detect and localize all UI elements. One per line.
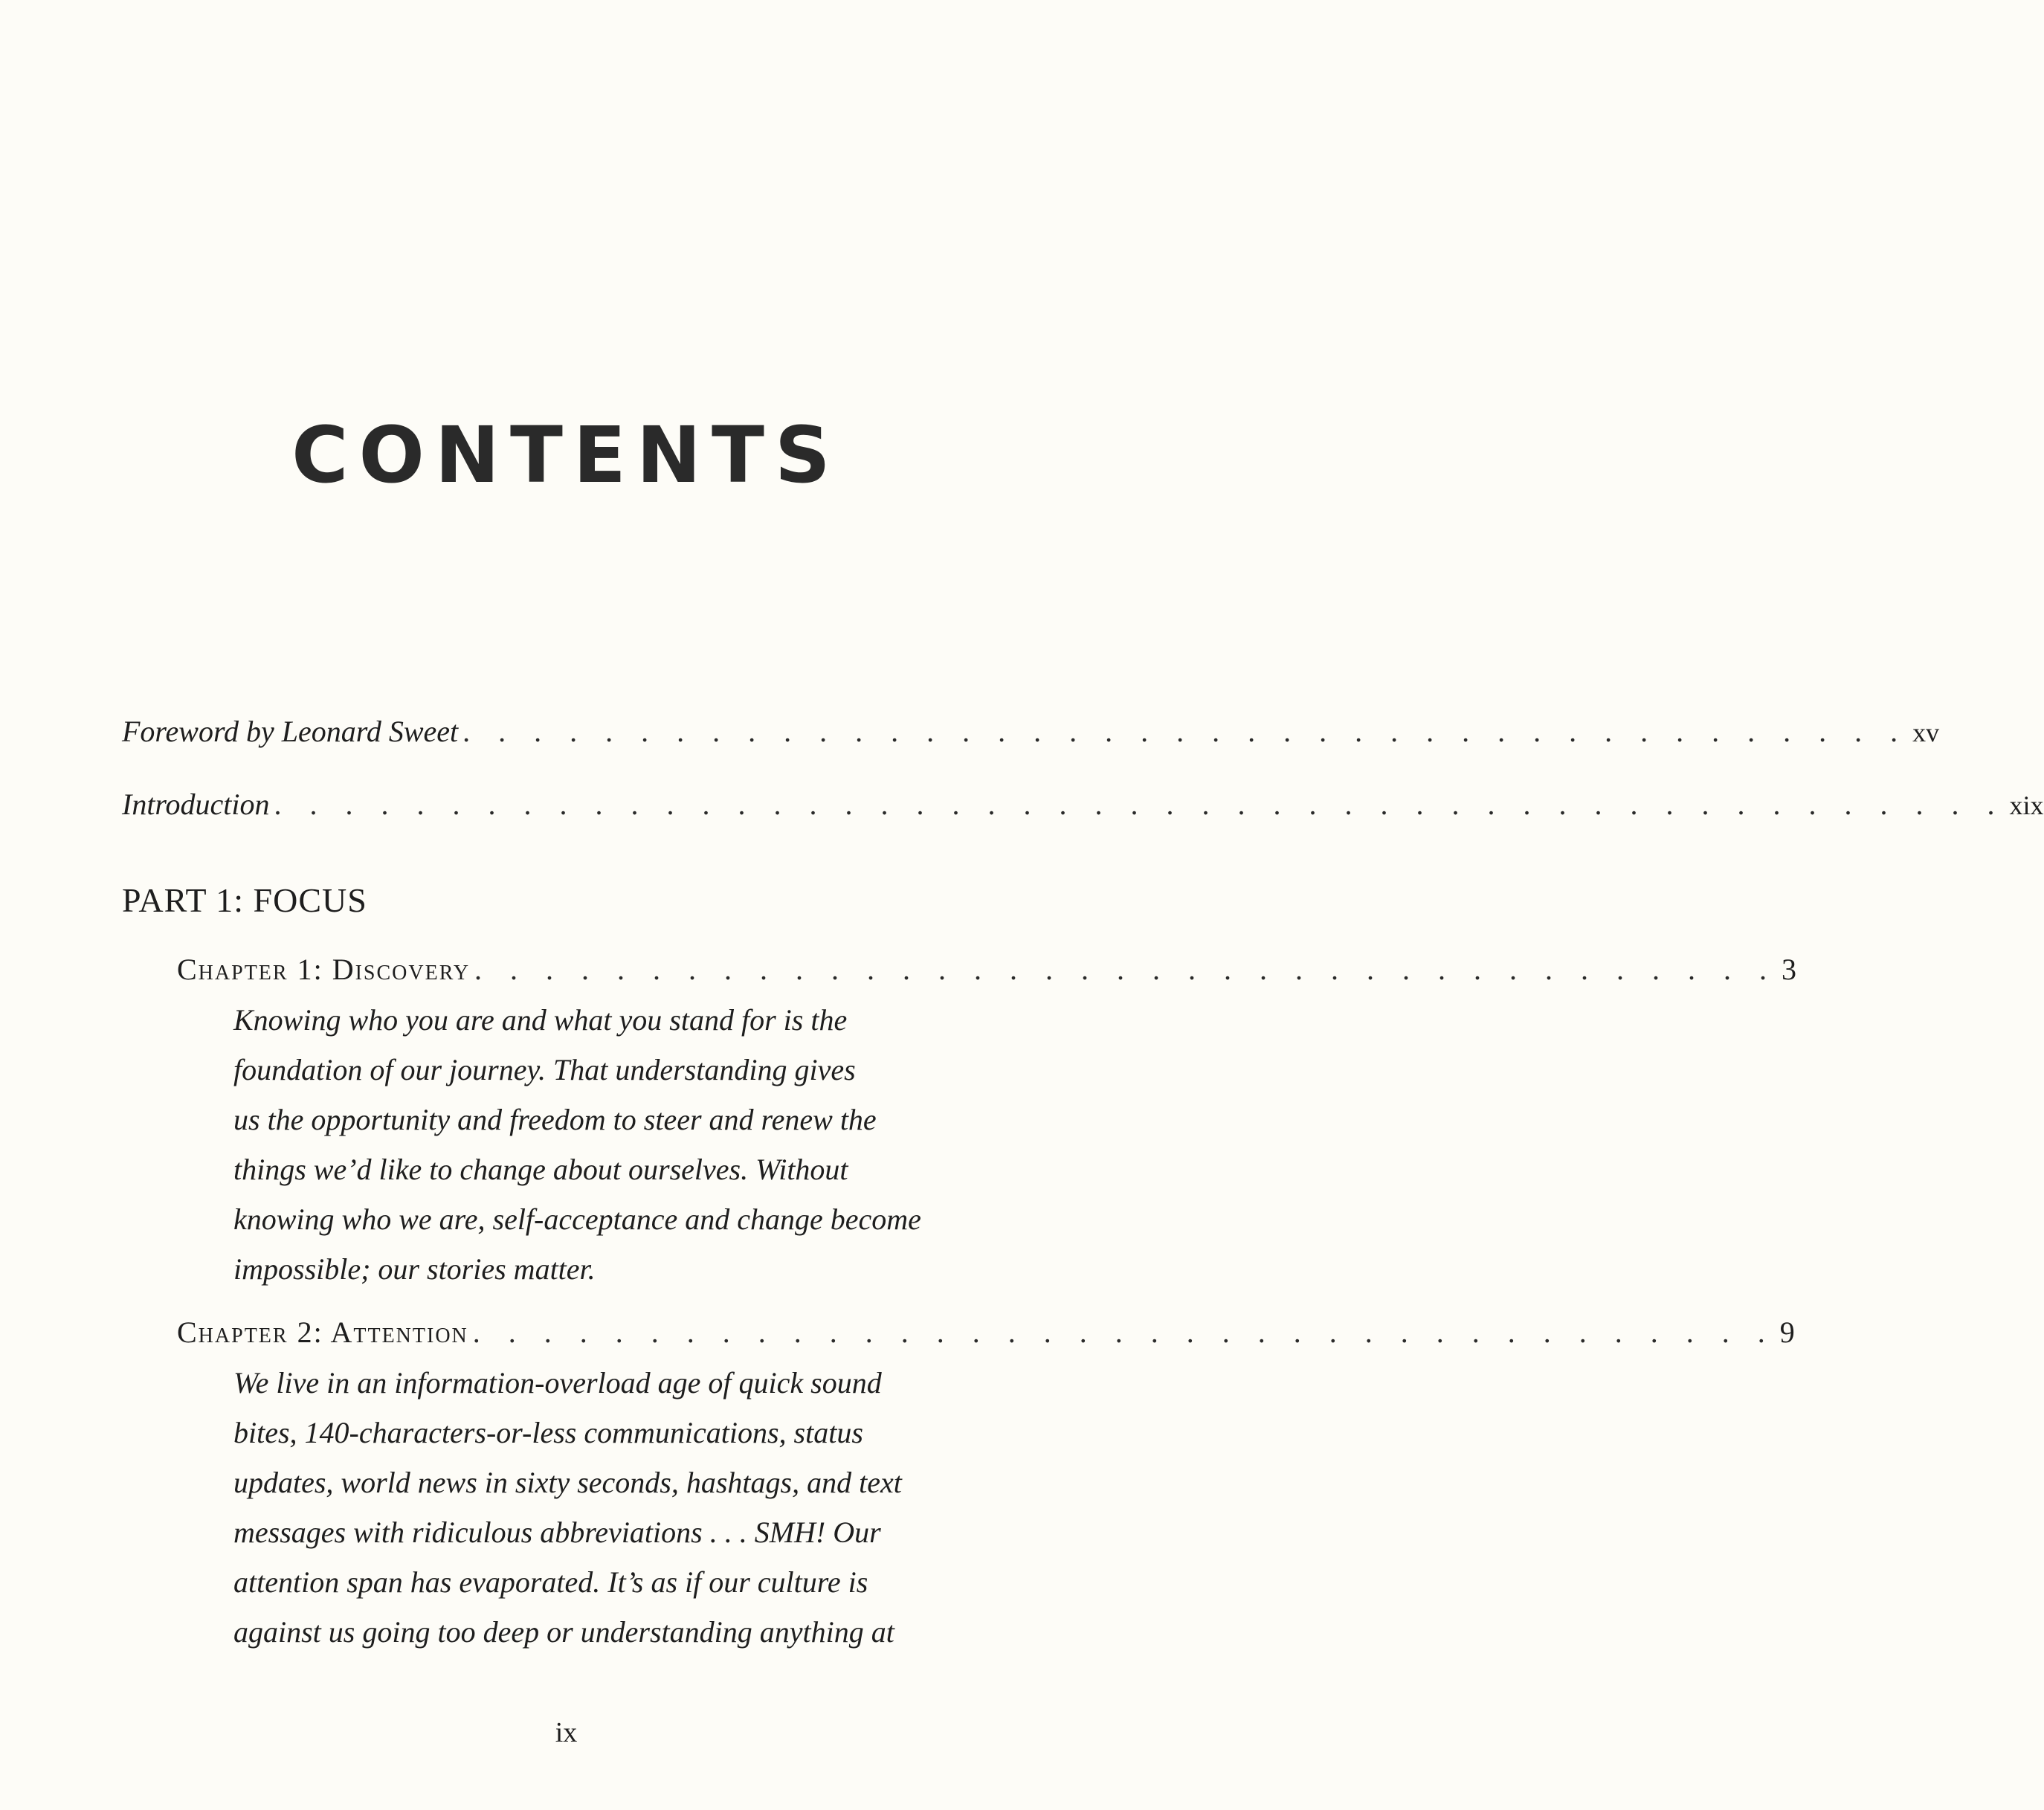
description-line: bites, 140-characters-or-less communications, status xyxy=(233,1416,863,1449)
description-line: things we’d like to change about ourselves. Without xyxy=(233,1153,848,1186)
description-line: messages with ridiculous abbreviations . . . SMH! Our xyxy=(233,1516,881,1549)
description-line: impossible; our stories matter. xyxy=(233,1252,596,1286)
description-line: us the opportunity and freedom to steer and renew the xyxy=(233,1103,877,1136)
toc-entry-label: Introduction xyxy=(122,788,270,821)
chapter-description xyxy=(233,995,1007,1294)
toc-entry-chapter-2[interactable] xyxy=(177,1315,1796,1350)
chapter-description xyxy=(233,1358,1007,1657)
toc-entry-introduction[interactable] xyxy=(122,787,2044,822)
description-line: Knowing who you are and what you stand for is the xyxy=(233,1003,848,1037)
toc-page-number: 9 xyxy=(1779,1315,1796,1349)
dot-leader: . . . . . . . . . . . . . . . . . . . . . . . . . . . . . . . . . . . . . . . . . . . . . . . . . xyxy=(274,788,2005,821)
toc-page-number: 3 xyxy=(1782,953,1799,986)
page-title: CONTENTS xyxy=(291,410,841,500)
description-line: foundation of our journey. That understanding gives xyxy=(233,1053,856,1086)
description-line: attention span has evaporated. It’s as if our culture is xyxy=(233,1565,868,1599)
description-line: knowing who we are, self-acceptance and change become xyxy=(233,1202,921,1236)
dot-leader: . . . . . . . . . . . . . . . . . . . . . . . . . . . . . . . . . . . . . . . . . xyxy=(462,715,1909,748)
chapter-title: Chapter 2: Attention xyxy=(177,1315,468,1349)
toc-page-number: xix xyxy=(2009,790,2044,820)
page-number-footer: ix xyxy=(555,1717,578,1748)
description-line: We live in an information-overload age of quick sound xyxy=(233,1366,882,1400)
description-line: updates, world news in sixty seconds, hashtags, and text xyxy=(233,1466,902,1499)
part-heading: PART 1: FOCUS xyxy=(122,881,367,919)
toc-entry-label: Foreword by Leonard Sweet xyxy=(122,715,459,748)
description-line: against us going too deep or understanding anything at xyxy=(233,1615,894,1649)
toc-page-number: xv xyxy=(1912,718,1940,747)
chapter-title: Chapter 1: Discovery xyxy=(177,953,471,986)
dot-leader: . . . . . . . . . . . . . . . . . . . . . . . . . . . . . . . . . . . . . xyxy=(472,1315,1776,1349)
toc-entry-chapter-1[interactable] xyxy=(177,952,1799,987)
dot-leader: . . . . . . . . . . . . . . . . . . . . . . . . . . . . . . . . . . . . . xyxy=(474,953,1778,986)
toc-entry-foreword[interactable] xyxy=(122,714,1940,749)
